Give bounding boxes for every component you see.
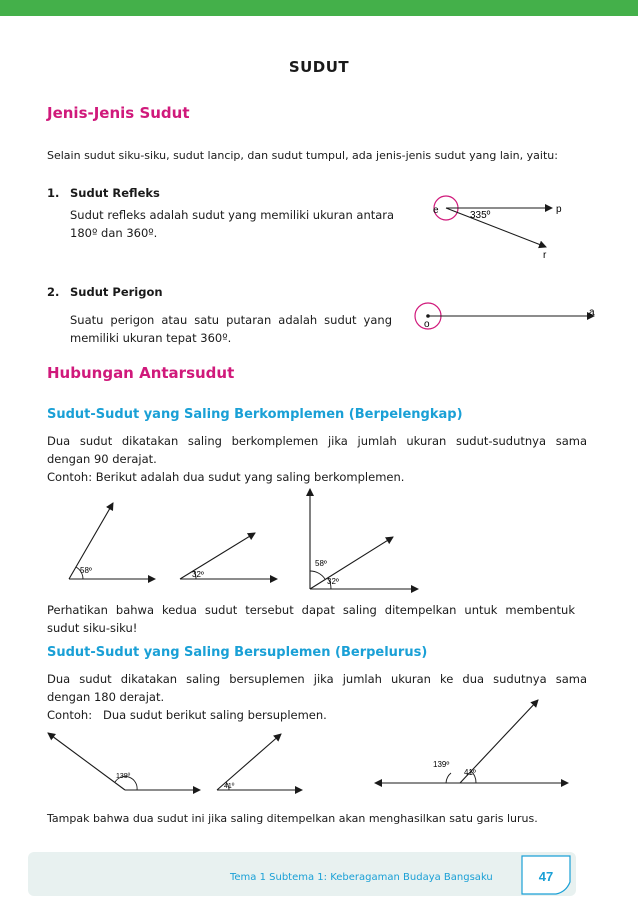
item-number-2: 2.: [47, 285, 60, 299]
combined-label-58: 58º: [315, 559, 327, 568]
subheading-suplemen: Sudut-Sudut yang Saling Bersuplemen (Berpelurus): [47, 645, 428, 660]
complement-angle-32: [180, 533, 277, 579]
reflex-angle-label: 335º: [470, 210, 491, 221]
combined-arc-58: [310, 571, 325, 579]
page-number: 47: [538, 869, 554, 884]
perigon-vertex-label: o: [424, 319, 430, 330]
item-name-perigon: Sudut Perigon: [70, 285, 163, 299]
suplemen-def-line1: Dua sudut dikatakan saling bersuplemen jika jumlah ukuran ke dua sudutnya sama: [47, 672, 587, 686]
perigon-figure: [415, 303, 595, 330]
refleks-desc-line2: 180º dan 360º.: [70, 226, 158, 240]
footer-text: Tema 1 Subtema 1: Keberagaman Budaya Bangsaku: [230, 872, 493, 883]
perigon-desc-line1: Suatu perigon atau satu putaran adalah sudut yang: [70, 313, 392, 327]
section-heading-hubungan: Hubungan Antarsudut: [47, 364, 235, 382]
perigon-ray-label: a: [589, 307, 595, 318]
reflex-vertex-label: e: [433, 205, 439, 216]
item-number-1: 1.: [47, 186, 60, 200]
supp-combined-arc-139: [446, 773, 451, 783]
komplemen-def-line1: Dua sudut dikatakan saling berkomplemen jika jumlah ukuran sudut-sudutnya sama: [47, 434, 587, 448]
suplemen-def-line2: dengan 180 derajat.: [47, 690, 165, 704]
supp-combined-label-139: 139º: [433, 760, 450, 769]
complement-angle-58: [69, 503, 155, 579]
komplemen-note-line1: Perhatikan bahwa kedua sudut tersebut dapat saling ditempelkan untuk membentuk: [47, 603, 575, 617]
komplemen-note-line2: sudut siku-siku!: [47, 621, 138, 635]
reflex-ray-r: [446, 208, 546, 247]
subheading-komplemen: Sudut-Sudut yang Saling Berkomplemen (Berpelengkap): [47, 407, 463, 422]
angle58-label: 58º: [80, 566, 92, 575]
angle41-label: 41º: [224, 783, 235, 790]
komplemen-example: Contoh: Berikut adalah dua sudut yang saling berkomplemen.: [47, 470, 405, 484]
supplement-combined-figure: [375, 700, 568, 783]
angle139-arm-ray: [48, 733, 125, 790]
refleks-desc-line1: Sudut refleks adalah sudut yang memiliki ukuran antara: [70, 208, 395, 222]
suplemen-example: Contoh: Dua sudut berikut saling bersuplemen.: [47, 708, 327, 722]
supp-combined-label-41: 41º: [464, 768, 476, 777]
section-heading-jenis: Jenis-Jenis Sudut: [47, 104, 190, 122]
reflex-angle-figure: [433, 196, 562, 261]
combined-label-32: 32º: [327, 577, 339, 586]
jenis-intro: Selain sudut siku-siku, sudut lancip, dan sudut tumpul, ada jenis-jenis sudut yang lain, yaitu:: [47, 149, 558, 162]
item-name-refleks: Sudut Refleks: [70, 186, 160, 200]
supplement-angle-41: [217, 734, 302, 790]
supplement-angle-139: [48, 733, 200, 790]
perigon-desc-line2: memiliki ukuran tepat 360º.: [70, 331, 232, 345]
complement-combined-figure: [310, 489, 418, 589]
angle32-label: 32º: [192, 570, 204, 579]
page-number-tab: [522, 856, 570, 894]
reflex-ray-r-label: r: [543, 250, 547, 261]
komplemen-def-line2: dengan 90 derajat.: [47, 452, 157, 466]
page-title: SUDUT: [288, 58, 350, 76]
reflex-ray-p-label: p: [556, 204, 562, 215]
angle139-label: 139º: [116, 773, 131, 780]
angle41-arm-ray: [217, 734, 281, 790]
suplemen-note: Tampak bahwa dua sudut ini jika saling ditempelkan akan menghasilkan satu garis lurus.: [47, 812, 538, 825]
